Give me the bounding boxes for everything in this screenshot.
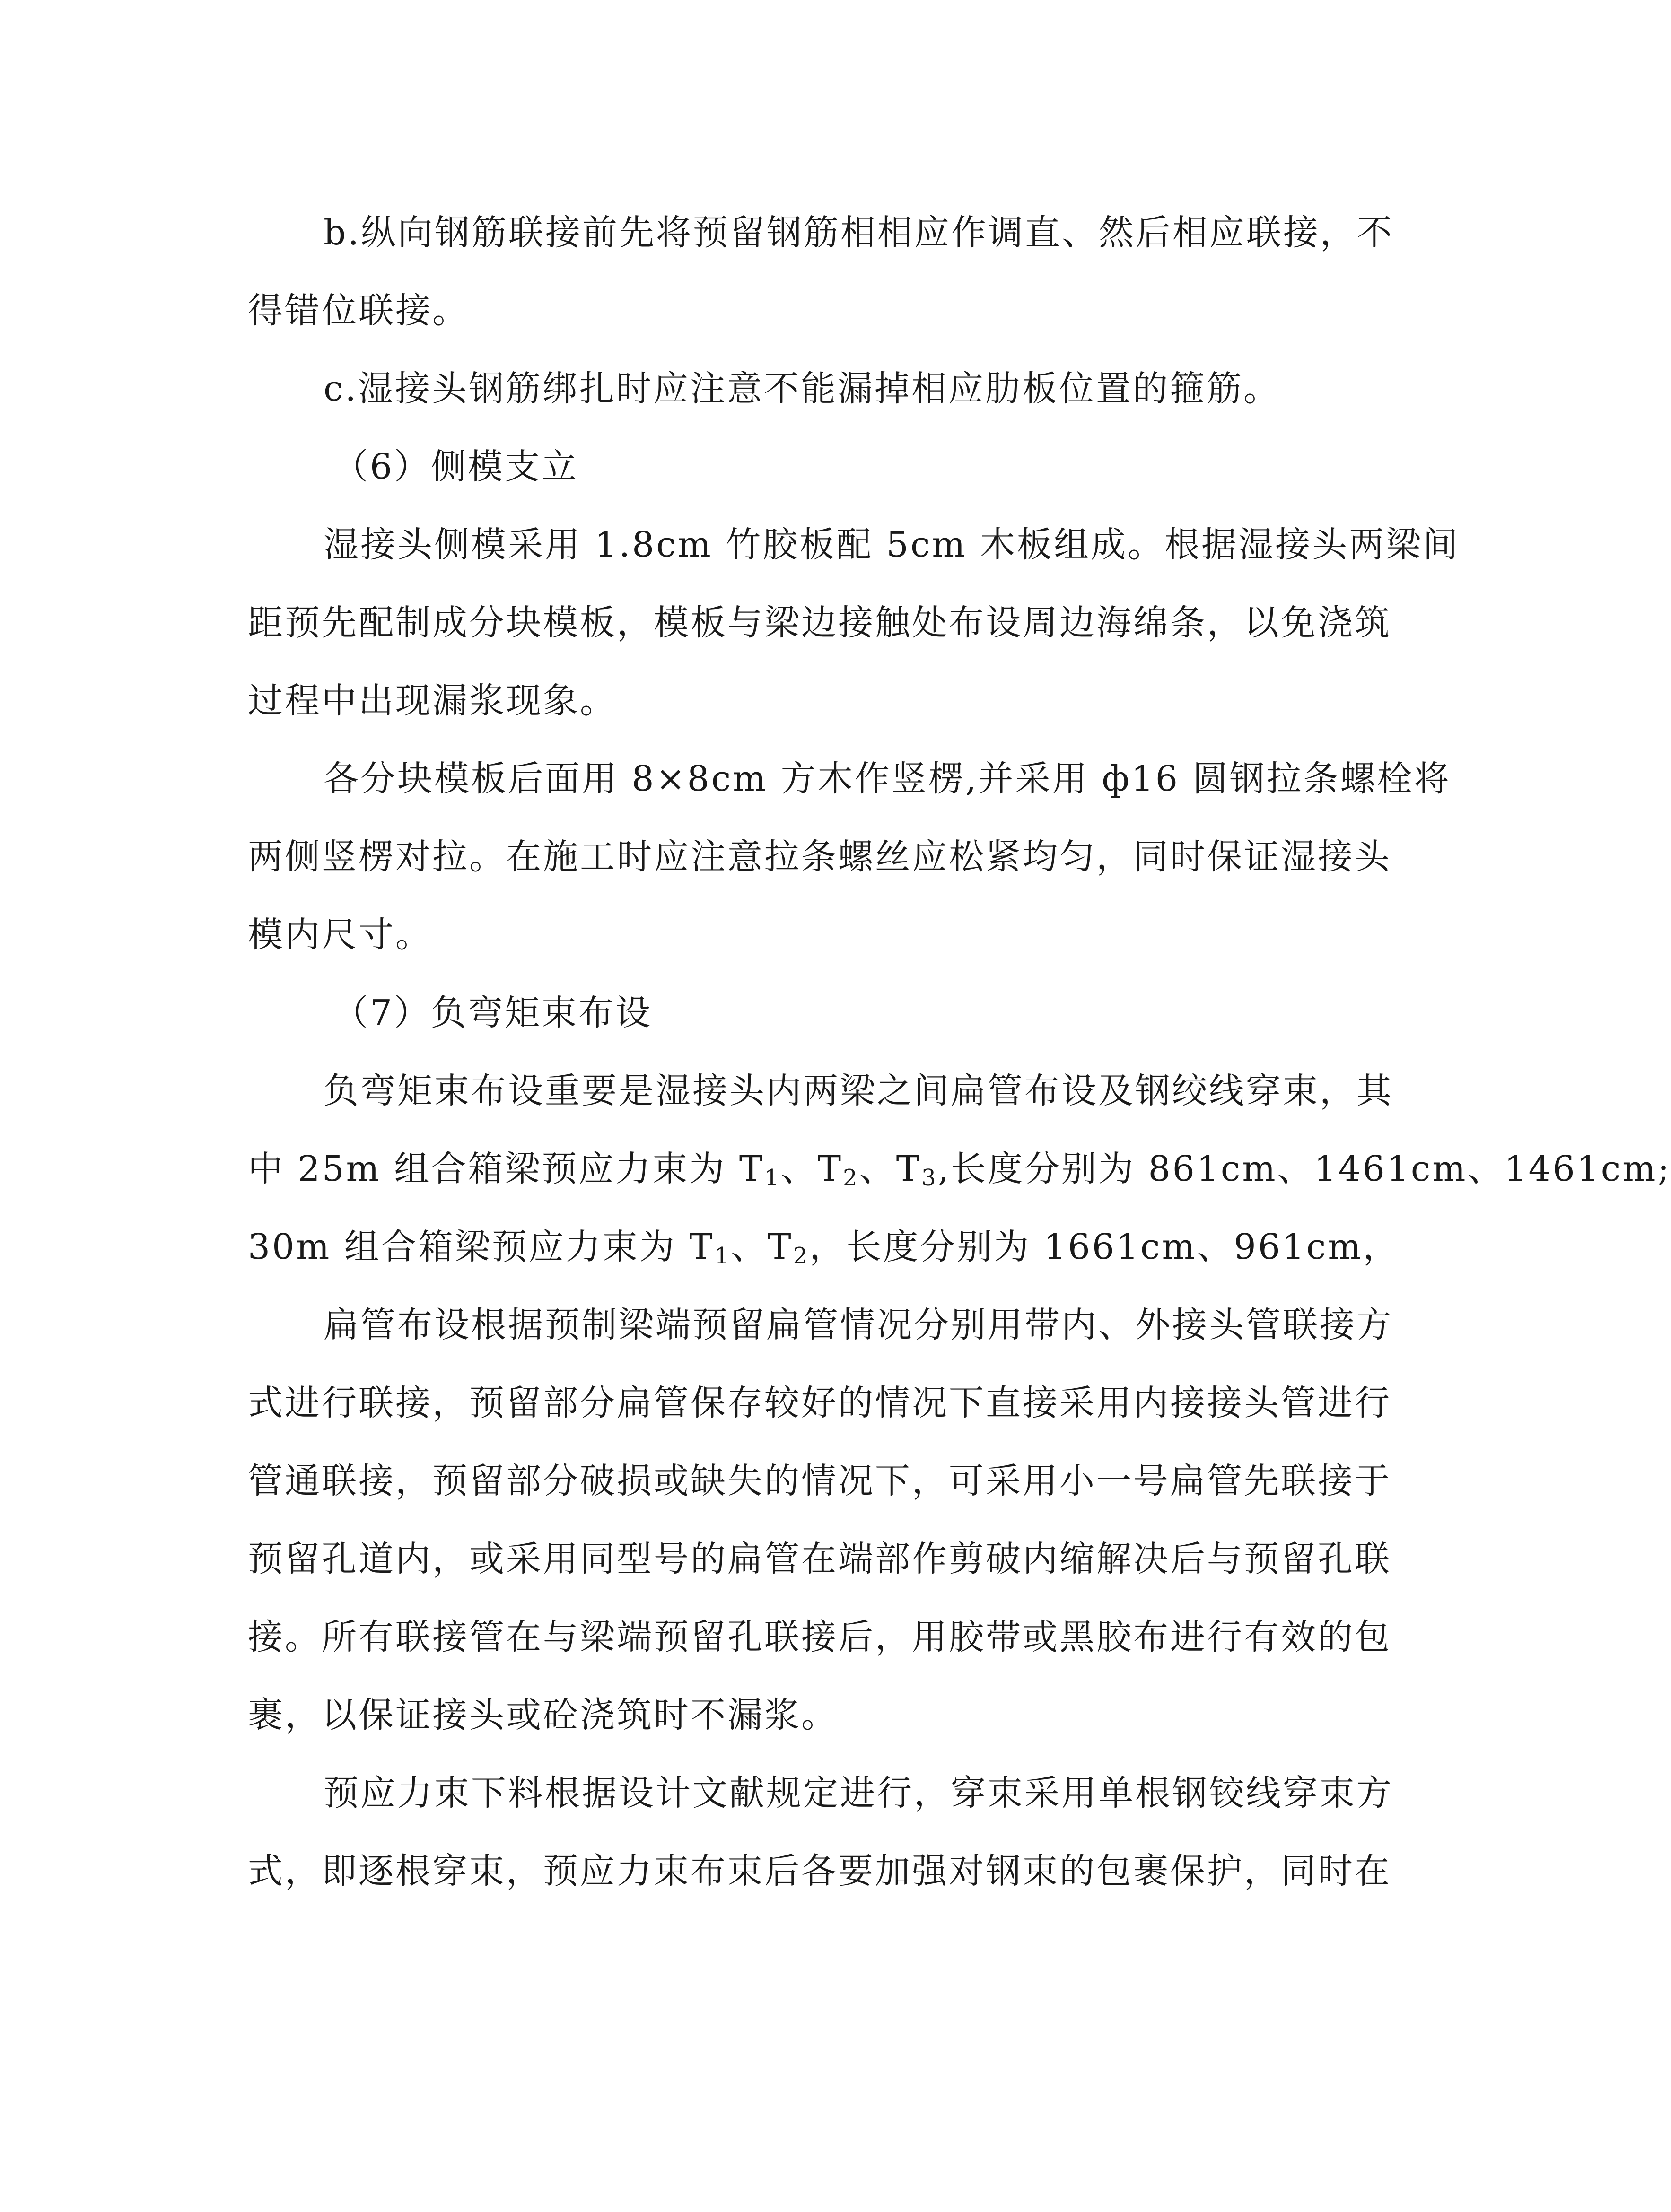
subscript: 3 bbox=[921, 1165, 938, 1191]
text-segment: ，长度分别为 1661cm、961cm， bbox=[809, 1227, 1400, 1267]
paragraph-b-longitudinal-rebar bbox=[248, 194, 1411, 350]
text-line: 接。所有联接管在与梁端预留孔联接后，用胶带或黑胶布进行有效的包 bbox=[248, 1617, 1391, 1657]
text-line: 距预先配制成分块模板，模板与梁边接触处布设周边海绵条，以免浇筑 bbox=[248, 602, 1391, 643]
text-line: 扁管布设根据预制梁端预留扁管情况分别用带内、外接头管联接方 bbox=[324, 1305, 1393, 1345]
text-line: 湿接头侧模采用 1.8cm 竹胶板配 5cm 木板组成。根据湿接头两梁间 bbox=[324, 524, 1460, 565]
text-segment: 30m 组合箱梁预应力束为 T bbox=[248, 1227, 715, 1267]
text-line: 预应力束下料根据设计文献规定进行，穿束采用单根钢铰线穿束方 bbox=[324, 1773, 1393, 1813]
heading-text: （7）负弯矩束布设 bbox=[333, 993, 653, 1033]
text-segment: 、T bbox=[780, 1149, 843, 1189]
text-line: 预留孔道内，或采用同型号的扁管在端部作剪破内缩解决后与预留孔联 bbox=[248, 1539, 1391, 1579]
section-heading-6 bbox=[248, 428, 1411, 506]
text-line: b.纵向钢筋联接前先将预留钢筋相相应作调直、然后相应联接，不 bbox=[324, 212, 1394, 253]
text-line: 裹，以保证接头或砼浇筑时不漏浆。 bbox=[248, 1695, 838, 1735]
document-page bbox=[248, 194, 1671, 1910]
paragraph-tendon-cutting bbox=[248, 1754, 1411, 1910]
text-segment: ,长度分别为 861cm、1461cm、1461cm; bbox=[937, 1149, 1671, 1189]
text-line: 式进行联接，预留部分扁管保存较好的情况下直接采用内接接头管进行 bbox=[248, 1383, 1391, 1423]
text-line: c.湿接头钢筋绑扎时应注意不能漏掉相应肋板位置的箍筋。 bbox=[324, 368, 1280, 409]
paragraph-negative-moment-tendons bbox=[248, 1052, 1671, 1286]
text-line: 过程中出现漏浆现象。 bbox=[248, 680, 617, 721]
subscript: 1 bbox=[764, 1165, 781, 1191]
subscript: 2 bbox=[843, 1165, 859, 1191]
text-line: 两侧竖楞对拉。在施工时应注意拉条螺丝应松紧均匀，同时保证湿接头 bbox=[248, 836, 1391, 877]
text-line-30m-tendons bbox=[248, 1208, 1411, 1286]
text-segment: 、T bbox=[731, 1227, 793, 1267]
paragraph-formwork-panels bbox=[248, 740, 1451, 974]
paragraph-side-formwork bbox=[248, 506, 1460, 740]
text-line: 模内尺寸。 bbox=[248, 914, 432, 955]
text-line: 管通联接，预留部分破损或缺失的情况下，可采用小一号扁管先联接于 bbox=[248, 1461, 1391, 1501]
text-line: 式，即逐根穿束，预应力束布束后各要加强对钢束的包裹保护，同时在 bbox=[248, 1851, 1391, 1891]
text-line: 各分块模板后面用 8×8cm 方木作竖楞,并采用 ф16 圆钢拉条螺栓将 bbox=[324, 758, 1451, 799]
subscript: 2 bbox=[793, 1243, 810, 1269]
text-segment: 中 25m 组合箱梁预应力束为 T bbox=[248, 1149, 765, 1189]
paragraph-c-stirrups bbox=[248, 350, 1411, 428]
section-heading-7 bbox=[248, 974, 1411, 1052]
subscript: 1 bbox=[714, 1243, 731, 1269]
paragraph-flat-duct-layout bbox=[248, 1286, 1411, 1754]
text-segment: 、T bbox=[859, 1149, 922, 1189]
text-line: 负弯矩束布设重要是湿接头内两梁之间扁管布设及钢绞线穿束，其 bbox=[324, 1071, 1393, 1111]
text-line: 得错位联接。 bbox=[248, 290, 469, 331]
heading-text: （6）侧模支立 bbox=[333, 446, 579, 487]
text-line-25m-tendons bbox=[248, 1130, 1671, 1208]
